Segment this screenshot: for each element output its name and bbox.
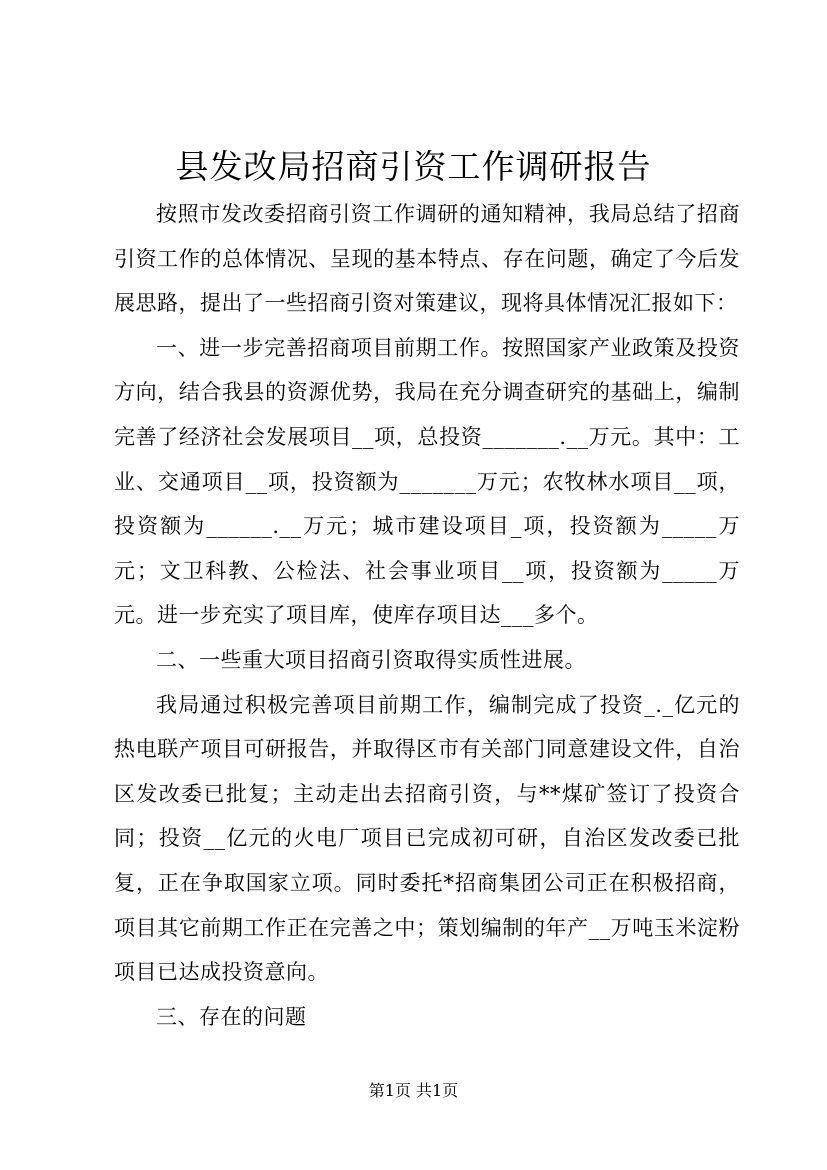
document-body [114,192,740,1039]
paragraph-section-2-heading: 二、一些重大项目招商引资取得实质性进展。 [156,647,586,672]
paragraph-section-2-body: 我局通过积极完善项目前期工作，编制完成了投资_._亿元的热电联产项目可研报告，并取得区市有关部门同意建设文件，自治区发改委已批复；主动走出去招商引资，与**煤矿签订了投资合同；投资__亿元的火电厂项目已完成初可研，自治区发改委已批复，正在争取国家立项。同时委托*招商集团公司正在积极招商，项目其它前期工作正在完善之中；策划编制的年产__万吨玉米淀粉项目已达成投资意向。 [114,692,740,985]
document-title: 县发改局招商引资工作调研报告 [175,147,652,186]
paragraph-section-3-heading: 三、存在的问题 [156,1004,307,1029]
paragraph-section-1: 一、进一步完善招商项目前期工作。按照国家产业政策及投资方向，结合我县的资源优势，我局在充分调查研究的基础上，编制完善了经济社会发展项目__项，总投资_______.__万元。其中：工业、交通项目__项，投资额为_______万元；农牧林水项目__项，投资额为______.__万元；城市建设项目_项，投资额为_____万元；文卫科教、公检法、社会事业项目__项，投资额为_____万元。进一步充实了项目库，使库存项目达___多个。 [114,335,740,628]
page-number-footer: 第1页 共1页 [368,1081,459,1100]
paragraph-intro: 按照市发改委招商引资工作调研的通知精神，我局总结了招商引资工作的总体情况、呈现的基本特点、存在问题，确定了今后发展思路，提出了一些招商引资对策建议，现将具体情况汇报如下： [114,202,740,316]
